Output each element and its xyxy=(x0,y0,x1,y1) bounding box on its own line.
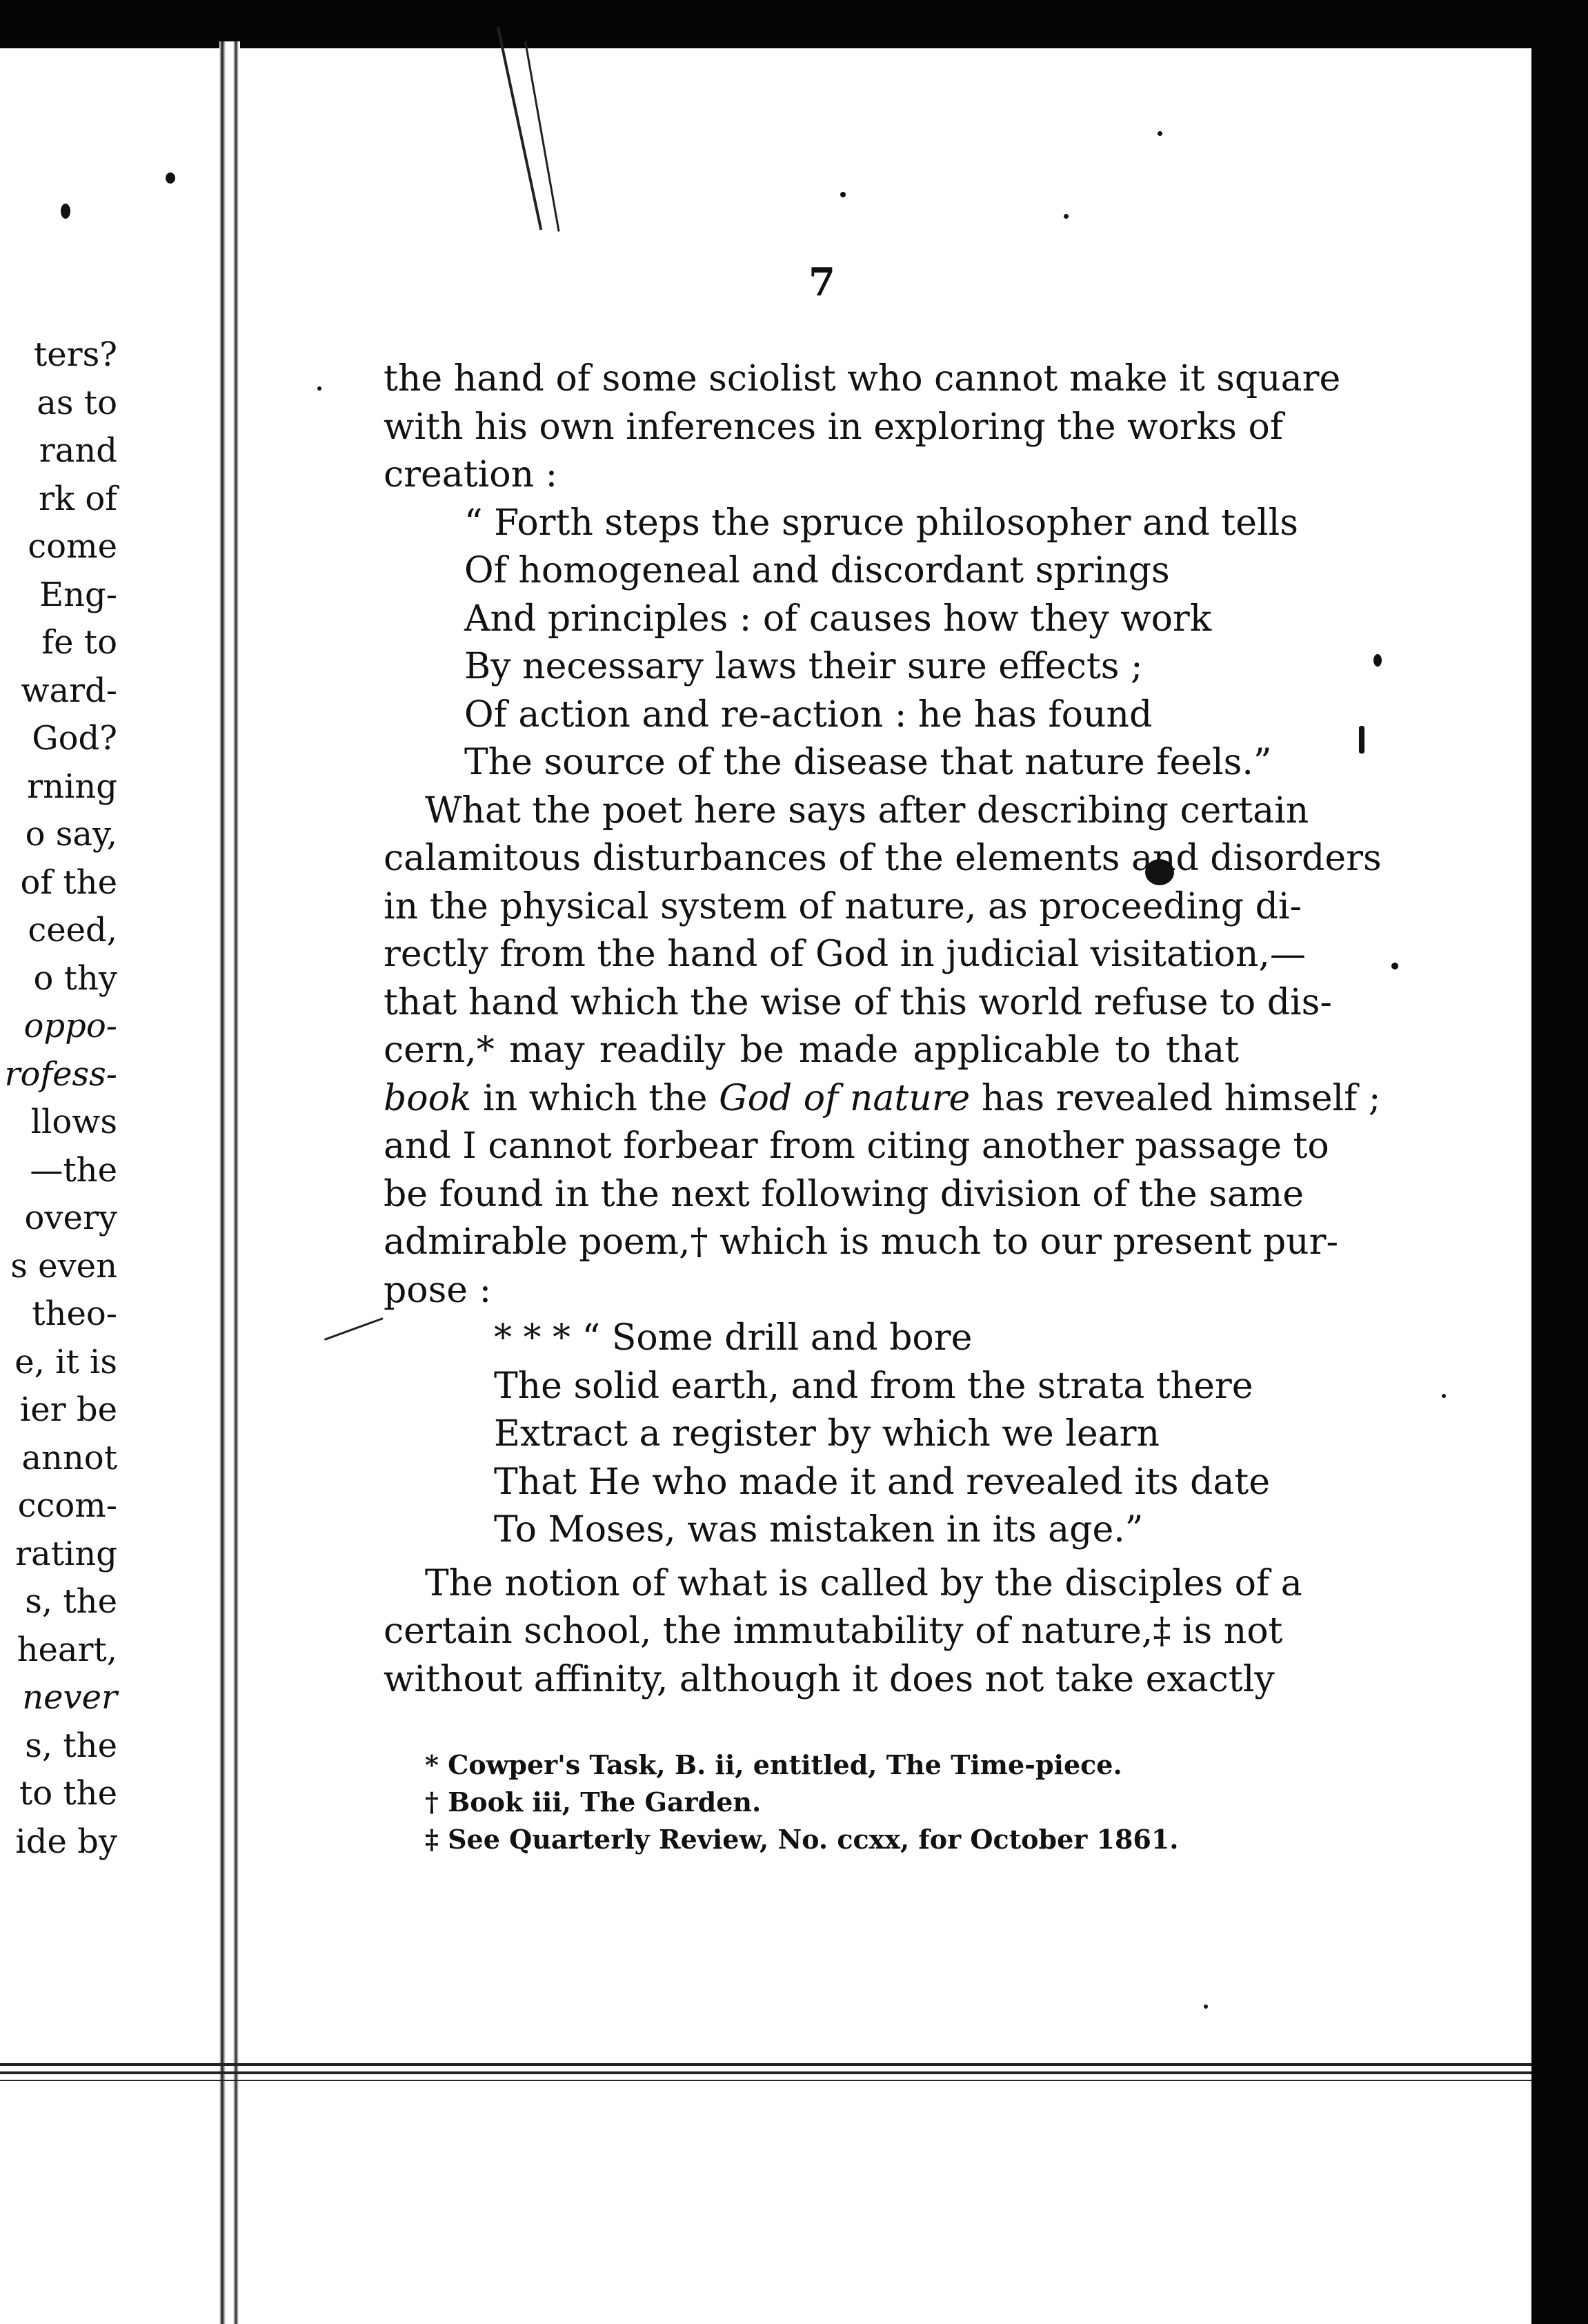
italic-phrase: God of nature xyxy=(719,1077,971,1119)
fragment-line: ters? xyxy=(33,335,117,374)
body-line: The notion of what is called by the disciples of a xyxy=(425,1562,1302,1604)
body-line: with his own inferences in exploring the works of xyxy=(384,406,1284,448)
verse-line: Of action and re-action : he has found xyxy=(464,693,1153,736)
body-line: calamitous disturbances of the elements and disorders xyxy=(384,838,1382,879)
body-line: creation : xyxy=(384,454,558,495)
fragment-line: —the xyxy=(30,1150,117,1190)
footnote: ‡ See Quarterly Review, No. ccxx, for October 1861. xyxy=(425,1824,1179,1855)
scan-rule xyxy=(0,2063,1531,2066)
body-line: certain school, the immutability of nature,‡ is not xyxy=(384,1611,1283,1652)
body-line: the hand of some sciolist who cannot make it square xyxy=(384,358,1341,400)
verse-line: “ Forth steps the spruce philosopher and tells xyxy=(464,502,1298,544)
verse-line: The solid earth, and from the strata there xyxy=(494,1365,1253,1407)
body-line: rectly from the hand of God in judicial visitation,— xyxy=(384,934,1306,975)
fragment-line: ceed, xyxy=(28,911,117,949)
fragment-line: never xyxy=(22,1678,117,1717)
fragment-line: ward- xyxy=(21,671,117,710)
fragment-line: o say, xyxy=(25,815,117,854)
fragment-line: annot xyxy=(21,1438,117,1477)
footnote: * Cowper's Task, B. ii, entitled, The Time-piece. xyxy=(425,1749,1122,1780)
scan-speck xyxy=(166,173,175,184)
fragment-line: ccom- xyxy=(17,1486,117,1525)
page-number: 7 xyxy=(808,259,835,305)
fragment-line: rk of xyxy=(39,479,117,518)
fragment-line: fe to xyxy=(41,623,117,662)
scan-rule xyxy=(0,2080,1531,2081)
body-line xyxy=(384,1075,1381,1123)
fragment-line: overy xyxy=(24,1199,117,1237)
body-line: in the physical system of nature, as proceeding di- xyxy=(384,885,1302,927)
body-line: without affinity, although it does not take exactly xyxy=(384,1658,1275,1700)
fragment-line: Eng- xyxy=(39,575,117,614)
page-body xyxy=(384,355,1382,1858)
body-line: and I cannot forbear from citing another passage to xyxy=(384,1125,1329,1167)
body-line: What the poet here says after describing certain xyxy=(425,789,1309,831)
verse-line: Of homogeneal and discordant springs xyxy=(464,550,1170,591)
fragment-line: as to xyxy=(37,383,117,422)
scan-speck xyxy=(317,386,321,391)
footnote: † Book iii, The Garden. xyxy=(425,1786,762,1818)
fragment-line: s even xyxy=(10,1246,117,1286)
body-text: has revealed himself ; xyxy=(970,1077,1381,1119)
verse-line: By necessary laws their sure effects ; xyxy=(464,646,1143,687)
scan-border-right xyxy=(1531,0,1588,2324)
fragment-line: oppo- xyxy=(23,1007,117,1045)
verse-line: * * * “ Some drill and bore xyxy=(494,1317,973,1359)
body-line: cern,* may readily be made applicable to that xyxy=(384,1030,1239,1071)
scan-speck xyxy=(840,192,846,197)
footnotes xyxy=(384,1746,1239,1858)
fragment-line: s, the xyxy=(25,1726,117,1765)
verse-line: And principles : of causes how they work xyxy=(464,598,1212,640)
page-gutter xyxy=(219,41,240,2324)
fragment-line: to the xyxy=(19,1774,117,1813)
fragment-line: God? xyxy=(32,719,117,758)
fragment-line: o thy xyxy=(33,958,117,998)
scan-speck xyxy=(1158,131,1162,136)
scan-speck xyxy=(61,204,70,219)
body-line: that hand which the wise of this world refuse to dis- xyxy=(384,981,1332,1023)
scan-streak xyxy=(524,41,560,231)
fragment-line: e, it is xyxy=(14,1342,117,1381)
fragment-line: ier be xyxy=(19,1390,117,1429)
fragment-line: llows xyxy=(30,1103,117,1141)
scan-speck xyxy=(1391,963,1398,969)
verse-line: The source of the disease that nature feels.” xyxy=(464,742,1272,783)
scan-speck xyxy=(1359,726,1364,754)
fragment-line: rating xyxy=(15,1534,117,1573)
scan-speck xyxy=(1204,2005,1208,2009)
facing-page-fragment xyxy=(0,331,117,1866)
body-text: in which the xyxy=(471,1077,719,1119)
fragment-line: heart, xyxy=(17,1630,117,1669)
scan-streak xyxy=(497,27,542,230)
italic-phrase: book xyxy=(384,1077,472,1119)
fragment-line: rand xyxy=(39,431,117,470)
pencil-mark xyxy=(324,1317,384,1341)
fragment-line: s, the xyxy=(25,1582,117,1621)
paragraph-gap xyxy=(384,1555,1239,1560)
fragment-line: come xyxy=(28,527,117,566)
fragment-line: ide by xyxy=(15,1822,117,1861)
fragment-line: rning xyxy=(27,767,117,806)
fragment-line: rofess- xyxy=(4,1054,117,1094)
scan-speck xyxy=(1373,654,1382,667)
fragment-line: theo- xyxy=(32,1294,117,1333)
verse-line: That He who made it and revealed its date xyxy=(494,1461,1271,1503)
verse-line: To Moses, was mistaken in its age.” xyxy=(494,1509,1144,1550)
body-line: be found in the next following division of the same xyxy=(384,1173,1304,1215)
fragment-line: of the xyxy=(20,863,117,902)
scan-speck xyxy=(1064,214,1069,219)
scan-rule xyxy=(0,2071,1531,2074)
scan-speck xyxy=(1442,1394,1446,1398)
body-line: pose : xyxy=(384,1269,492,1311)
body-line: admirable poem,† which is much to our present pur- xyxy=(384,1221,1339,1263)
verse-line: Extract a register by which we learn xyxy=(494,1413,1160,1455)
